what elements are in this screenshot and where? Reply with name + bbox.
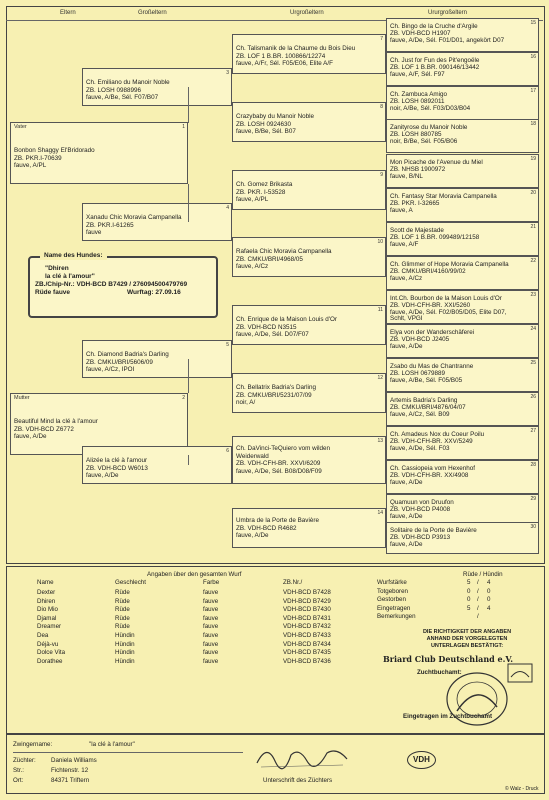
stats-cell: 0 — [467, 596, 471, 604]
gg-line: ZB. LOSH 880785 — [390, 130, 442, 138]
litter-cell: fauve — [203, 589, 219, 596]
litter-cell: Dio Mio — [37, 606, 58, 614]
club-name: Briard Club Deutschland e.V. — [383, 654, 514, 664]
ggp-10-l1: ZB. CMKU/BRI/4968/05 — [236, 255, 303, 263]
gg-line: fauve, A/De, Sél. F03 — [390, 444, 450, 452]
litter-cell: Djamal — [37, 614, 57, 622]
ggp-8-l0: Crazybaby du Manoir Noble — [236, 113, 315, 120]
gg-grandparent-15 — [386, 18, 539, 52]
ggp-10-num: 10 — [377, 239, 383, 245]
grandparent-3-num: 3 — [226, 70, 229, 76]
zwingername-label: Zwingername: — [13, 741, 53, 748]
gg-line: fauve, A/De — [390, 540, 423, 548]
litter-cell: fauve — [203, 649, 219, 657]
litter-cell: VDH-BCD B7431 — [283, 614, 331, 622]
litter-cell: Dhiren — [37, 597, 56, 605]
connector — [188, 359, 189, 393]
breeder-street: Fichtenstr. 12 — [51, 767, 89, 774]
ggp-11-l2: fauve, A/De, Sél. D07/F07 — [236, 331, 309, 339]
ggp-13-l0: Ch. DaVinci-TeQuiero vom wilden — [236, 445, 331, 452]
col-zb: ZB.Nr./ — [283, 579, 303, 586]
gg-line: Ch. Cassiopeia vom Hexenhof — [390, 465, 476, 472]
gg-num: 27 — [530, 428, 536, 434]
footer-credit: © Walz - Druck — [505, 786, 539, 792]
gg-grandparent-20 — [386, 188, 539, 222]
ggp-11-num: 11 — [377, 307, 383, 313]
grandparent-6 — [82, 446, 232, 484]
gg-line: fauve, A/Be, Sél. F05/B05 — [390, 376, 463, 384]
gg-grandparent-21 — [386, 222, 539, 256]
litter-cell: Dreamer — [37, 623, 62, 631]
gg-line: fauve, A/F, Sél. F97 — [390, 70, 445, 78]
grandparent-5-name: Ch. Diamond Badria's Darling — [86, 351, 169, 358]
stats-cell: 5 — [467, 579, 471, 586]
litter-cell: VDH-BCD B7434 — [283, 640, 331, 648]
ggp-8-l1: ZB. LOSH 0924630 — [236, 120, 291, 128]
ggp-8-num: 8 — [380, 104, 383, 110]
gg-line: ZB. LOSH 0679889 — [390, 369, 445, 377]
connector — [188, 184, 189, 222]
grandparent-6-name: Alizée la clé à l'amour — [86, 457, 148, 464]
gg-line: Ch. Fantasy Star Moravia Campanella — [390, 193, 497, 200]
gg-line: Int.Ch. Bourbon de la Maison Louis d'Or — [390, 295, 502, 302]
gg-line: ZB. LOF 1 B.BR. 090146/13442 — [390, 63, 480, 71]
litter-heading: Angaben über den gesamten Wurf — [147, 571, 242, 578]
gg-num: 19 — [530, 156, 536, 162]
ggp-9-l2: fauve, A/PL — [236, 196, 269, 204]
gg-line: Elya von der Wanderschäferei — [390, 329, 475, 336]
dog-color: Rüde fauve — [35, 289, 71, 296]
dog-name-box — [28, 252, 218, 318]
stats-cell: / — [477, 579, 479, 586]
gg-line: Ch. Zambuca Amigo — [390, 91, 448, 98]
father-box — [10, 122, 188, 184]
gg-num: 18 — [530, 121, 536, 127]
divider — [13, 752, 243, 753]
dog-name-title: Name des Hundes: — [40, 252, 107, 260]
ggp-10-l2: fauve, A/Cz — [236, 263, 269, 271]
vdh-logo: VDH — [407, 751, 436, 769]
grandparent-3-reg: ZB. LOSH 0988996 — [86, 86, 141, 94]
gg-num: 28 — [530, 462, 536, 468]
gg-line: Solitaire de la Porte de Bavière — [390, 527, 477, 534]
gg-line: ZB. VDH-CFH-BR. XXV/5249 — [390, 437, 473, 445]
header-grandparents: Großeltern — [138, 10, 167, 16]
gg-line: Ch. Amadeus Nox du Coeur Poilu — [390, 431, 485, 438]
grandparent-3-name: Ch. Emiliano du Manoir Noble — [86, 79, 170, 86]
ggp-14-num: 14 — [377, 510, 383, 516]
gg-line: Scott de Majestade — [390, 227, 444, 234]
great-grandparent-7 — [232, 34, 386, 74]
signature-icon — [247, 741, 357, 773]
grandparent-3 — [82, 68, 232, 106]
gg-grandparent-23 — [386, 290, 539, 324]
dog-name: "Dhiren — [45, 265, 69, 272]
stats-cell: Wurfstärke — [377, 579, 407, 586]
gg-line: ZB. LOF 1 B.BR. 099489/12158 — [390, 233, 480, 241]
breeder-name: Daniela Williams — [51, 757, 97, 764]
gg-line: Mon Picache de l'Avenue du Miel — [390, 159, 483, 166]
ggp-7-l1: ZB. LOF 1 B.BR. 100866/12274 — [236, 52, 326, 60]
ggp-9-num: 9 — [380, 172, 383, 178]
gg-line: noir, A/Be, Sél. F03/D03/B04 — [390, 104, 471, 112]
gg-line: fauve, B/NL — [390, 172, 423, 180]
father-role: Vater — [14, 124, 27, 130]
grandparent-3-color: fauve, A/Be, Sél. F07/B07 — [86, 94, 159, 102]
gg-grandparent-28 — [386, 460, 539, 494]
gg-num: 29 — [530, 496, 536, 502]
mother-reg: ZB. VDH-BCD Z6772 — [14, 425, 74, 433]
litter-cell: fauve — [203, 597, 219, 605]
great-grandparent-9 — [232, 170, 386, 210]
gg-line: fauve, A/De — [390, 342, 423, 350]
mother-name: Beautiful Mind la clé à l'amour — [14, 418, 98, 425]
grandparent-4-num: 4 — [226, 205, 229, 211]
grandparent-5-num: 5 — [226, 342, 229, 348]
header-great-grandparents: Urgroßeltern — [290, 10, 324, 16]
gg-line: fauve, A/Cz, Sél. B09 — [390, 410, 450, 418]
col-color: Farbe — [203, 579, 220, 586]
stats-cell: 0 — [487, 587, 491, 595]
gg-line: ZB. VDH-CFH-BR. XX/4908 — [390, 471, 469, 479]
litter-cell: Déjà-vu — [37, 640, 59, 648]
str-label: Str.: — [13, 767, 25, 774]
breeder-section — [6, 734, 545, 794]
gg-num: 30 — [530, 524, 536, 530]
header-parents: Eltern — [60, 10, 76, 16]
gg-line: Quamuun von Druufon — [390, 499, 454, 506]
ggp-7-l0: Ch. Talismanik de la Chaume du Bois Dieu — [236, 45, 356, 52]
gg-num: 16 — [530, 54, 536, 60]
breed-logo-icon — [507, 663, 533, 683]
ggp-14-l0: Umbra de la Porte de Bavière — [236, 517, 319, 524]
gg-line: Ch. Bingo de la Cruche d'Argile — [390, 23, 478, 30]
gg-line: fauve, A/F — [390, 240, 419, 248]
grandparent-4-name: Xanadu Chic Moravia Campanella — [86, 214, 182, 221]
father-color: fauve, A/PL — [14, 162, 47, 170]
father-name: Bonbon Shaggy El'Bridorado — [14, 147, 95, 154]
gg-line: ZB. VDH-CFH-BR. XXI/5260 — [390, 301, 471, 309]
gg-num: 15 — [530, 20, 536, 26]
gg-num: 21 — [530, 224, 536, 230]
mother-color: fauve, A/De — [14, 433, 47, 441]
grandparent-6-reg: ZB. VDH-BCD W6013 — [86, 464, 148, 472]
gg-num: 20 — [530, 190, 536, 196]
ggp-10-l0: Rafaela Chic Moravia Campanella — [236, 248, 332, 255]
gg-num: 17 — [530, 88, 536, 94]
zwingername-value: "la clé à l'amour" — [89, 741, 135, 748]
grandparent-5 — [82, 340, 232, 378]
cert-line-2: ANHAND DER VORGELEGTEN — [426, 636, 508, 642]
litter-cell: Rüde — [115, 606, 130, 614]
gg-grandparent-24 — [386, 324, 539, 358]
eingetragen-label: Eingetragen im Zuchtbuchamt — [403, 713, 493, 720]
gg-line: ZB. VDH-BCD P3913 — [390, 533, 451, 541]
gg-line: fauve, A/De — [390, 512, 423, 520]
gg-line: ZB. PKR. I-32665 — [390, 199, 440, 207]
gg-line: noir, B/Be, Sél. F05/B06 — [390, 137, 458, 145]
gg-line: ZB. CMKU/BRI/4160/99/02 — [390, 267, 466, 275]
connector — [188, 455, 189, 465]
gg-grandparent-22 — [386, 256, 539, 290]
litter-cell: VDH-BCD B7429 — [283, 597, 331, 605]
litter-cell: VDH-BCD B7433 — [283, 632, 331, 639]
litter-cell: fauve — [203, 632, 219, 639]
gg-line: ZB. LOSH 0892011 — [390, 97, 445, 105]
ggp-12-num: 12 — [377, 375, 383, 381]
gg-line: ZB. VDH-BCD J2405 — [390, 335, 450, 343]
litter-cell: VDH-BCD B7428 — [283, 589, 331, 596]
breeder-city: 84371 Triftern — [51, 777, 90, 784]
col-name: Name — [37, 579, 54, 586]
stats-cell: / — [477, 587, 479, 595]
gg-num: 25 — [530, 360, 536, 366]
grandparent-6-num: 6 — [226, 448, 229, 454]
gg-line: fauve, A/Cz — [390, 274, 423, 282]
gg-line: fauve, A/De, Sél. F02/B05/D05, Elite D07, — [390, 308, 507, 316]
cert-line-3: UNTERLAGEN BESTÄTIGT: — [430, 643, 504, 649]
litter-cell: Hündin — [115, 649, 135, 657]
ggp-12-l1: ZB. CMKU/BRI/5231/07/09 — [236, 391, 312, 399]
gg-grandparent-17 — [386, 86, 539, 120]
ggp-13-l1: Weiderwald — [236, 452, 269, 460]
gg-line: Zanityrose du Manoir Noble — [390, 124, 468, 131]
stats-cell: 4 — [487, 579, 491, 586]
gg-line: Zsabo du Mas de Chantranne — [390, 363, 474, 370]
litter-cell: fauve — [203, 606, 219, 614]
litter-cell: VDH-BCD B7432 — [283, 623, 331, 631]
gg-line: ZB. CMKU/BRI/4876/04/07 — [390, 403, 466, 411]
gg-line: Artemis Badria's Darling — [390, 397, 458, 404]
litter-cell: Dea — [37, 632, 49, 639]
litter-cell: Hündin — [115, 657, 135, 665]
ggp-13-num: 13 — [377, 438, 383, 444]
grandparent-5-reg: ZB. CMKU/BRI/5606/09 — [86, 358, 153, 366]
ggp-9-l1: ZB. PKR. I-53528 — [236, 188, 286, 196]
litter-cell: Dolce Vita — [37, 649, 66, 657]
litter-cell: fauve — [203, 623, 219, 631]
gg-grandparent-19 — [386, 154, 539, 188]
stats-cell: Eingetragen — [377, 604, 411, 612]
grandparent-4 — [82, 203, 232, 241]
stats-cell: / — [477, 596, 479, 604]
father-num: 1 — [182, 124, 185, 130]
gg-line: Schlt, VPGI — [390, 315, 423, 323]
stats-cell: 0 — [487, 596, 491, 604]
col-sex: Geschlecht — [115, 579, 146, 586]
gg-line: ZB. VDH-BCD P4008 — [390, 505, 451, 513]
mother-num: 2 — [182, 395, 185, 401]
gg-line: ZB. VDH-BCD H1907 — [390, 29, 451, 37]
ggp-9-l0: Ch. Gomez Brikasta — [236, 181, 293, 188]
litter-cell: VDH-BCD B7436 — [283, 657, 331, 665]
stats-cell: 5 — [467, 604, 471, 612]
gg-num: 23 — [530, 292, 536, 298]
mother-role: Mutter — [14, 395, 30, 401]
stats-header: Rüde / Hündin — [463, 571, 503, 578]
gg-grandparent-25 — [386, 358, 539, 392]
great-grandparent-8 — [232, 102, 386, 142]
gg-line: Ch. Glimmer of Hope Moravia Campanella — [390, 261, 509, 268]
header-gg-grandparents: Ururgroßeltern — [428, 10, 468, 16]
gg-grandparent-16 — [386, 52, 539, 86]
zuechter-label: Züchter: — [13, 757, 36, 764]
grandparent-5-color: fauve, A/Cz, IPOI — [86, 366, 135, 374]
cert-line-1: DIE RICHTIGKEIT DER ANGABEN — [422, 629, 512, 635]
litter-cell: Dorathee — [37, 657, 63, 665]
great-grandparent-13 — [232, 436, 386, 484]
stats-cell: Gestorben — [377, 596, 406, 604]
litter-cell: Rüde — [115, 597, 130, 605]
dog-reg: ZB./Chip-Nr.: VDH-BCD B7429 / 276094500479769 — [35, 281, 188, 288]
gg-line: fauve, A — [390, 206, 413, 214]
ggp-7-num: 7 — [380, 36, 383, 42]
ggp-7-l2: fauve, A/Fr, Sél. F05/E06, Elite A/F — [236, 60, 333, 68]
ggp-11-l1: ZB. VDH-BCD N3515 — [236, 323, 297, 331]
litter-section — [6, 566, 545, 734]
gg-grandparent-27 — [386, 426, 539, 460]
cert-text — [397, 629, 537, 650]
ggp-14-l2: fauve, A/De — [236, 532, 269, 540]
litter-cell: Rüde — [115, 623, 130, 631]
stats-cell: 0 — [467, 587, 471, 595]
great-grandparent-10 — [232, 237, 386, 277]
litter-cell: fauve — [203, 614, 219, 622]
stats-cell: / — [477, 604, 479, 612]
stats-cell: Totgeboren — [377, 587, 408, 595]
grandparent-6-color: fauve, A/De — [86, 472, 119, 480]
great-grandparent-11 — [232, 305, 386, 345]
ggp-13-l2: ZB. VDH-CFH-BR. XXVI/6209 — [236, 460, 321, 468]
gg-grandparent-18 — [386, 119, 539, 153]
grandparent-4-reg: ZB. PKR.I-61265 — [86, 221, 134, 229]
litter-cell: VDH-BCD B7430 — [283, 606, 331, 614]
litter-cell: Rüde — [115, 589, 130, 596]
dog-name-2: la clé à l'amour" — [45, 273, 95, 280]
stats-cell: / — [477, 613, 479, 621]
stats-cell: Bemerkungen — [377, 613, 416, 621]
litter-cell: Dexter — [37, 589, 56, 596]
gg-num: 26 — [530, 394, 536, 400]
gg-line: Ch. Just for Fun des Pit'engoële — [390, 57, 480, 64]
connector — [188, 87, 189, 123]
ggp-8-l2: fauve, B/Be, Sél. B07 — [236, 128, 296, 136]
litter-cell: fauve — [203, 657, 219, 665]
litter-cell: Rüde — [115, 614, 130, 622]
ggp-14-l1: ZB. VDH-BCD R4682 — [236, 524, 297, 532]
gg-line: ZB. NHSB 1900972 — [390, 165, 446, 173]
great-grandparent-12 — [232, 373, 386, 413]
ort-label: Ort: — [13, 777, 24, 784]
gg-line: fauve, A/De, Sél. F01/D01, angekört D07 — [390, 36, 505, 44]
father-reg: ZB. PKR.I-70639 — [14, 154, 62, 162]
stats-cell: 4 — [487, 604, 491, 612]
dog-litter-date: Wurftag: 27.09.16 — [127, 289, 181, 296]
litter-cell: fauve — [203, 640, 219, 648]
great-grandparent-14 — [232, 508, 386, 548]
zuchtbuchamt-label: Zuchtbuchamt: — [417, 669, 462, 676]
grandparent-4-color: fauve — [86, 229, 102, 237]
ggp-11-l0: Ch. Enrique de la Maison Louis d'Or — [236, 316, 337, 323]
gg-grandparent-30 — [386, 522, 539, 554]
gg-num: 24 — [530, 326, 536, 332]
signature-label: Unterschrift des Züchters — [263, 777, 333, 784]
gg-line: fauve, A/De — [390, 478, 423, 486]
club-stamp-icon — [437, 671, 517, 727]
litter-cell: Hündin — [115, 640, 135, 648]
gg-grandparent-26 — [386, 392, 539, 426]
litter-cell: VDH-BCD B7435 — [283, 649, 331, 657]
ggp-12-l0: Ch. Bellatrix Badria's Darling — [236, 384, 316, 391]
ggp-13-l3: fauve, A/De, Sél. B08/D08/F09 — [236, 467, 322, 475]
ggp-12-l2: noir, A/ — [236, 399, 256, 407]
gg-num: 22 — [530, 258, 536, 264]
litter-cell: Hündin — [115, 632, 135, 639]
